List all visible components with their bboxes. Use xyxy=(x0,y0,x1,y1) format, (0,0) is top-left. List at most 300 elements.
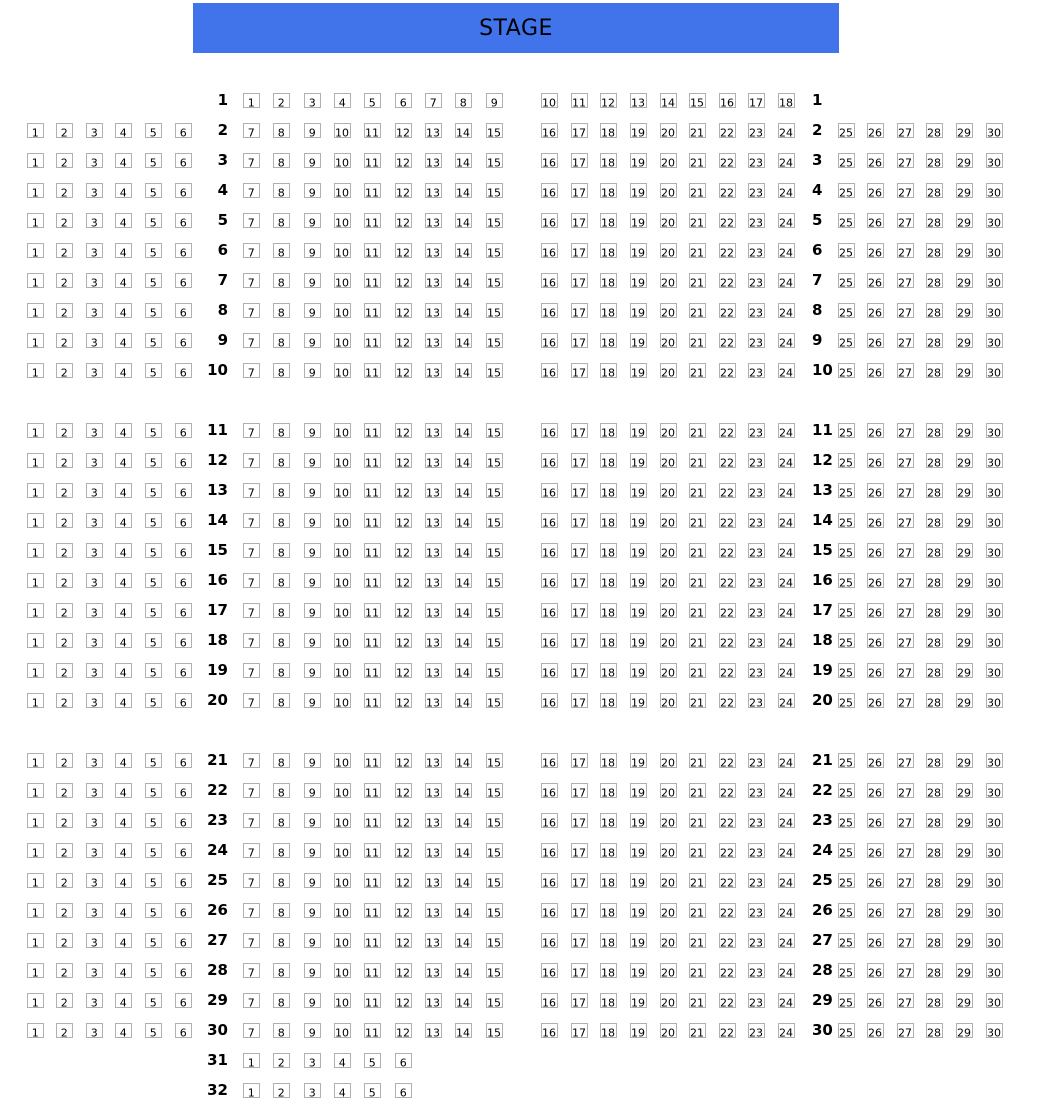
seat[interactable] xyxy=(304,873,321,888)
seat[interactable] xyxy=(600,573,617,588)
seat[interactable] xyxy=(867,453,884,468)
seat[interactable] xyxy=(243,843,260,858)
seat[interactable] xyxy=(486,993,503,1008)
seat[interactable] xyxy=(395,123,412,138)
seat[interactable] xyxy=(748,693,765,708)
seat[interactable] xyxy=(364,603,381,618)
seat[interactable] xyxy=(541,423,558,438)
seat[interactable] xyxy=(748,513,765,528)
seat[interactable] xyxy=(897,543,914,558)
seat[interactable] xyxy=(334,273,351,288)
seat[interactable] xyxy=(273,483,290,498)
seat[interactable] xyxy=(304,903,321,918)
seat[interactable] xyxy=(486,423,503,438)
seat[interactable] xyxy=(27,543,44,558)
seat[interactable] xyxy=(926,303,943,318)
seat[interactable] xyxy=(334,813,351,828)
seat[interactable] xyxy=(425,843,442,858)
seat[interactable] xyxy=(273,303,290,318)
seat[interactable] xyxy=(334,903,351,918)
seat[interactable] xyxy=(660,633,677,648)
seat[interactable] xyxy=(986,153,1003,168)
seat[interactable] xyxy=(689,963,706,978)
seat[interactable] xyxy=(838,993,855,1008)
seat[interactable] xyxy=(838,123,855,138)
seat[interactable] xyxy=(926,153,943,168)
seat[interactable] xyxy=(897,513,914,528)
seat[interactable] xyxy=(145,153,162,168)
seat[interactable] xyxy=(56,363,73,378)
seat[interactable] xyxy=(867,543,884,558)
seat[interactable] xyxy=(867,783,884,798)
seat[interactable] xyxy=(395,933,412,948)
seat[interactable] xyxy=(926,783,943,798)
seat[interactable] xyxy=(364,453,381,468)
seat[interactable] xyxy=(56,693,73,708)
seat[interactable] xyxy=(867,213,884,228)
seat[interactable] xyxy=(86,573,103,588)
seat[interactable] xyxy=(689,123,706,138)
seat[interactable] xyxy=(600,693,617,708)
seat[interactable] xyxy=(838,153,855,168)
seat[interactable] xyxy=(115,783,132,798)
seat[interactable] xyxy=(243,243,260,258)
seat[interactable] xyxy=(571,93,588,108)
seat[interactable] xyxy=(56,903,73,918)
seat[interactable] xyxy=(689,213,706,228)
seat[interactable] xyxy=(243,753,260,768)
seat[interactable] xyxy=(175,603,192,618)
seat[interactable] xyxy=(115,633,132,648)
seat[interactable] xyxy=(541,693,558,708)
seat[interactable] xyxy=(27,243,44,258)
seat[interactable] xyxy=(660,873,677,888)
seat[interactable] xyxy=(395,213,412,228)
seat[interactable] xyxy=(571,303,588,318)
seat[interactable] xyxy=(719,963,736,978)
seat[interactable] xyxy=(926,483,943,498)
seat[interactable] xyxy=(541,243,558,258)
seat[interactable] xyxy=(273,933,290,948)
seat[interactable] xyxy=(719,483,736,498)
seat[interactable] xyxy=(838,513,855,528)
seat[interactable] xyxy=(115,903,132,918)
seat[interactable] xyxy=(364,93,381,108)
seat[interactable] xyxy=(86,753,103,768)
seat[interactable] xyxy=(304,483,321,498)
seat[interactable] xyxy=(571,783,588,798)
seat[interactable] xyxy=(986,903,1003,918)
seat[interactable] xyxy=(541,213,558,228)
seat[interactable] xyxy=(689,183,706,198)
seat[interactable] xyxy=(145,333,162,348)
seat[interactable] xyxy=(926,573,943,588)
seat[interactable] xyxy=(145,453,162,468)
seat[interactable] xyxy=(304,93,321,108)
seat[interactable] xyxy=(956,603,973,618)
seat[interactable] xyxy=(86,423,103,438)
seat[interactable] xyxy=(145,873,162,888)
seat[interactable] xyxy=(600,993,617,1008)
seat[interactable] xyxy=(571,933,588,948)
seat[interactable] xyxy=(956,903,973,918)
seat[interactable] xyxy=(600,513,617,528)
seat[interactable] xyxy=(897,153,914,168)
seat[interactable] xyxy=(778,903,795,918)
seat[interactable] xyxy=(273,813,290,828)
seat[interactable] xyxy=(660,603,677,618)
seat[interactable] xyxy=(986,333,1003,348)
seat[interactable] xyxy=(243,483,260,498)
seat[interactable] xyxy=(571,243,588,258)
seat[interactable] xyxy=(243,363,260,378)
seat[interactable] xyxy=(956,993,973,1008)
seat[interactable] xyxy=(778,423,795,438)
seat[interactable] xyxy=(273,663,290,678)
seat[interactable] xyxy=(748,603,765,618)
seat[interactable] xyxy=(243,423,260,438)
seat[interactable] xyxy=(27,603,44,618)
seat[interactable] xyxy=(243,1023,260,1038)
seat[interactable] xyxy=(27,663,44,678)
seat[interactable] xyxy=(27,153,44,168)
seat[interactable] xyxy=(395,483,412,498)
seat[interactable] xyxy=(600,93,617,108)
seat[interactable] xyxy=(334,333,351,348)
seat[interactable] xyxy=(838,363,855,378)
seat[interactable] xyxy=(486,1023,503,1038)
seat[interactable] xyxy=(867,753,884,768)
seat[interactable] xyxy=(838,873,855,888)
seat[interactable] xyxy=(145,903,162,918)
seat[interactable] xyxy=(27,993,44,1008)
seat[interactable] xyxy=(630,183,647,198)
seat[interactable] xyxy=(304,1083,321,1098)
seat[interactable] xyxy=(395,1053,412,1068)
seat[interactable] xyxy=(395,243,412,258)
seat[interactable] xyxy=(867,993,884,1008)
seat[interactable] xyxy=(571,633,588,648)
seat[interactable] xyxy=(395,573,412,588)
seat[interactable] xyxy=(926,453,943,468)
seat[interactable] xyxy=(956,933,973,948)
seat[interactable] xyxy=(748,123,765,138)
seat[interactable] xyxy=(867,303,884,318)
seat[interactable] xyxy=(27,183,44,198)
seat[interactable] xyxy=(630,993,647,1008)
seat[interactable] xyxy=(748,273,765,288)
seat[interactable] xyxy=(630,423,647,438)
seat[interactable] xyxy=(175,813,192,828)
seat[interactable] xyxy=(486,483,503,498)
seat[interactable] xyxy=(838,783,855,798)
seat[interactable] xyxy=(778,783,795,798)
seat[interactable] xyxy=(86,1023,103,1038)
seat[interactable] xyxy=(897,963,914,978)
seat[interactable] xyxy=(334,423,351,438)
seat[interactable] xyxy=(541,93,558,108)
seat[interactable] xyxy=(243,543,260,558)
seat[interactable] xyxy=(364,123,381,138)
seat[interactable] xyxy=(986,453,1003,468)
seat[interactable] xyxy=(364,1023,381,1038)
seat[interactable] xyxy=(395,303,412,318)
seat[interactable] xyxy=(175,333,192,348)
seat[interactable] xyxy=(334,123,351,138)
seat[interactable] xyxy=(273,633,290,648)
seat[interactable] xyxy=(175,303,192,318)
seat[interactable] xyxy=(719,663,736,678)
seat[interactable] xyxy=(689,93,706,108)
seat[interactable] xyxy=(304,333,321,348)
seat[interactable] xyxy=(778,753,795,768)
seat[interactable] xyxy=(56,873,73,888)
seat[interactable] xyxy=(334,993,351,1008)
seat[interactable] xyxy=(986,243,1003,258)
seat[interactable] xyxy=(334,633,351,648)
seat[interactable] xyxy=(719,573,736,588)
seat[interactable] xyxy=(867,513,884,528)
seat[interactable] xyxy=(630,93,647,108)
seat[interactable] xyxy=(867,933,884,948)
seat[interactable] xyxy=(455,963,472,978)
seat[interactable] xyxy=(956,663,973,678)
seat[interactable] xyxy=(630,213,647,228)
seat[interactable] xyxy=(778,483,795,498)
seat[interactable] xyxy=(304,843,321,858)
seat[interactable] xyxy=(541,903,558,918)
seat[interactable] xyxy=(600,423,617,438)
seat[interactable] xyxy=(689,423,706,438)
seat[interactable] xyxy=(956,753,973,768)
seat[interactable] xyxy=(660,843,677,858)
seat[interactable] xyxy=(56,183,73,198)
seat[interactable] xyxy=(27,483,44,498)
seat[interactable] xyxy=(689,873,706,888)
seat[interactable] xyxy=(273,843,290,858)
seat[interactable] xyxy=(27,573,44,588)
seat[interactable] xyxy=(145,993,162,1008)
seat[interactable] xyxy=(630,273,647,288)
seat[interactable] xyxy=(956,513,973,528)
seat[interactable] xyxy=(486,93,503,108)
seat[interactable] xyxy=(425,963,442,978)
seat[interactable] xyxy=(600,933,617,948)
seat[interactable] xyxy=(175,573,192,588)
seat[interactable] xyxy=(660,243,677,258)
seat[interactable] xyxy=(660,513,677,528)
seat[interactable] xyxy=(867,813,884,828)
seat[interactable] xyxy=(364,573,381,588)
seat[interactable] xyxy=(719,123,736,138)
seat[interactable] xyxy=(541,813,558,828)
seat[interactable] xyxy=(867,633,884,648)
seat[interactable] xyxy=(56,843,73,858)
seat[interactable] xyxy=(719,873,736,888)
seat[interactable] xyxy=(838,843,855,858)
seat[interactable] xyxy=(364,513,381,528)
seat[interactable] xyxy=(455,543,472,558)
seat[interactable] xyxy=(660,543,677,558)
seat[interactable] xyxy=(838,663,855,678)
seat[interactable] xyxy=(395,153,412,168)
seat[interactable] xyxy=(600,663,617,678)
seat[interactable] xyxy=(243,933,260,948)
seat[interactable] xyxy=(115,663,132,678)
seat[interactable] xyxy=(486,543,503,558)
seat[interactable] xyxy=(719,543,736,558)
seat[interactable] xyxy=(145,303,162,318)
seat[interactable] xyxy=(175,1023,192,1038)
seat[interactable] xyxy=(630,153,647,168)
seat[interactable] xyxy=(304,603,321,618)
seat[interactable] xyxy=(689,543,706,558)
seat[interactable] xyxy=(660,663,677,678)
seat[interactable] xyxy=(926,1023,943,1038)
seat[interactable] xyxy=(27,783,44,798)
seat[interactable] xyxy=(926,243,943,258)
seat[interactable] xyxy=(145,843,162,858)
seat[interactable] xyxy=(600,333,617,348)
seat[interactable] xyxy=(364,873,381,888)
seat[interactable] xyxy=(486,813,503,828)
seat[interactable] xyxy=(571,423,588,438)
seat[interactable] xyxy=(867,183,884,198)
seat[interactable] xyxy=(778,513,795,528)
seat[interactable] xyxy=(243,93,260,108)
seat[interactable] xyxy=(956,693,973,708)
seat[interactable] xyxy=(689,453,706,468)
seat[interactable] xyxy=(56,753,73,768)
seat[interactable] xyxy=(719,633,736,648)
seat[interactable] xyxy=(334,243,351,258)
seat[interactable] xyxy=(986,843,1003,858)
seat[interactable] xyxy=(571,153,588,168)
seat[interactable] xyxy=(395,753,412,768)
seat[interactable] xyxy=(115,573,132,588)
seat[interactable] xyxy=(334,573,351,588)
seat[interactable] xyxy=(425,783,442,798)
seat[interactable] xyxy=(986,363,1003,378)
seat[interactable] xyxy=(778,633,795,648)
seat[interactable] xyxy=(926,933,943,948)
seat[interactable] xyxy=(571,813,588,828)
seat[interactable] xyxy=(425,603,442,618)
seat[interactable] xyxy=(56,513,73,528)
seat[interactable] xyxy=(304,753,321,768)
seat[interactable] xyxy=(660,753,677,768)
seat[interactable] xyxy=(660,423,677,438)
seat[interactable] xyxy=(145,1023,162,1038)
seat[interactable] xyxy=(986,123,1003,138)
seat[interactable] xyxy=(304,363,321,378)
seat[interactable] xyxy=(86,783,103,798)
seat[interactable] xyxy=(56,213,73,228)
seat[interactable] xyxy=(175,213,192,228)
seat[interactable] xyxy=(541,513,558,528)
seat[interactable] xyxy=(273,543,290,558)
seat[interactable] xyxy=(630,903,647,918)
seat[interactable] xyxy=(145,663,162,678)
seat[interactable] xyxy=(486,843,503,858)
seat[interactable] xyxy=(273,873,290,888)
seat[interactable] xyxy=(425,483,442,498)
seat[interactable] xyxy=(719,903,736,918)
seat[interactable] xyxy=(541,483,558,498)
seat[interactable] xyxy=(56,933,73,948)
seat[interactable] xyxy=(56,1023,73,1038)
seat[interactable] xyxy=(838,483,855,498)
seat[interactable] xyxy=(364,183,381,198)
seat[interactable] xyxy=(455,573,472,588)
seat[interactable] xyxy=(897,1023,914,1038)
seat[interactable] xyxy=(571,693,588,708)
seat[interactable] xyxy=(630,243,647,258)
seat[interactable] xyxy=(541,273,558,288)
seat[interactable] xyxy=(455,213,472,228)
seat[interactable] xyxy=(243,873,260,888)
seat[interactable] xyxy=(897,633,914,648)
seat[interactable] xyxy=(956,153,973,168)
seat[interactable] xyxy=(838,633,855,648)
seat[interactable] xyxy=(867,243,884,258)
seat[interactable] xyxy=(175,183,192,198)
seat[interactable] xyxy=(455,93,472,108)
seat[interactable] xyxy=(395,693,412,708)
seat[interactable] xyxy=(748,813,765,828)
seat[interactable] xyxy=(334,153,351,168)
seat[interactable] xyxy=(778,813,795,828)
seat[interactable] xyxy=(689,693,706,708)
seat[interactable] xyxy=(27,513,44,528)
seat[interactable] xyxy=(600,813,617,828)
seat[interactable] xyxy=(273,693,290,708)
seat[interactable] xyxy=(838,933,855,948)
seat[interactable] xyxy=(455,423,472,438)
seat[interactable] xyxy=(541,603,558,618)
seat[interactable] xyxy=(541,873,558,888)
seat[interactable] xyxy=(571,183,588,198)
seat[interactable] xyxy=(571,573,588,588)
seat[interactable] xyxy=(541,933,558,948)
seat[interactable] xyxy=(719,303,736,318)
seat[interactable] xyxy=(334,453,351,468)
seat[interactable] xyxy=(838,543,855,558)
seat[interactable] xyxy=(86,693,103,708)
seat[interactable] xyxy=(689,753,706,768)
seat[interactable] xyxy=(243,963,260,978)
seat[interactable] xyxy=(541,123,558,138)
seat[interactable] xyxy=(719,453,736,468)
seat[interactable] xyxy=(541,633,558,648)
seat[interactable] xyxy=(364,963,381,978)
seat[interactable] xyxy=(115,423,132,438)
seat[interactable] xyxy=(273,243,290,258)
seat[interactable] xyxy=(838,573,855,588)
seat[interactable] xyxy=(273,1053,290,1068)
seat[interactable] xyxy=(926,993,943,1008)
seat[interactable] xyxy=(778,303,795,318)
seat[interactable] xyxy=(364,273,381,288)
seat[interactable] xyxy=(56,663,73,678)
seat[interactable] xyxy=(86,663,103,678)
seat[interactable] xyxy=(455,483,472,498)
seat[interactable] xyxy=(689,153,706,168)
seat[interactable] xyxy=(455,873,472,888)
seat[interactable] xyxy=(926,213,943,228)
seat[interactable] xyxy=(986,423,1003,438)
seat[interactable] xyxy=(926,363,943,378)
